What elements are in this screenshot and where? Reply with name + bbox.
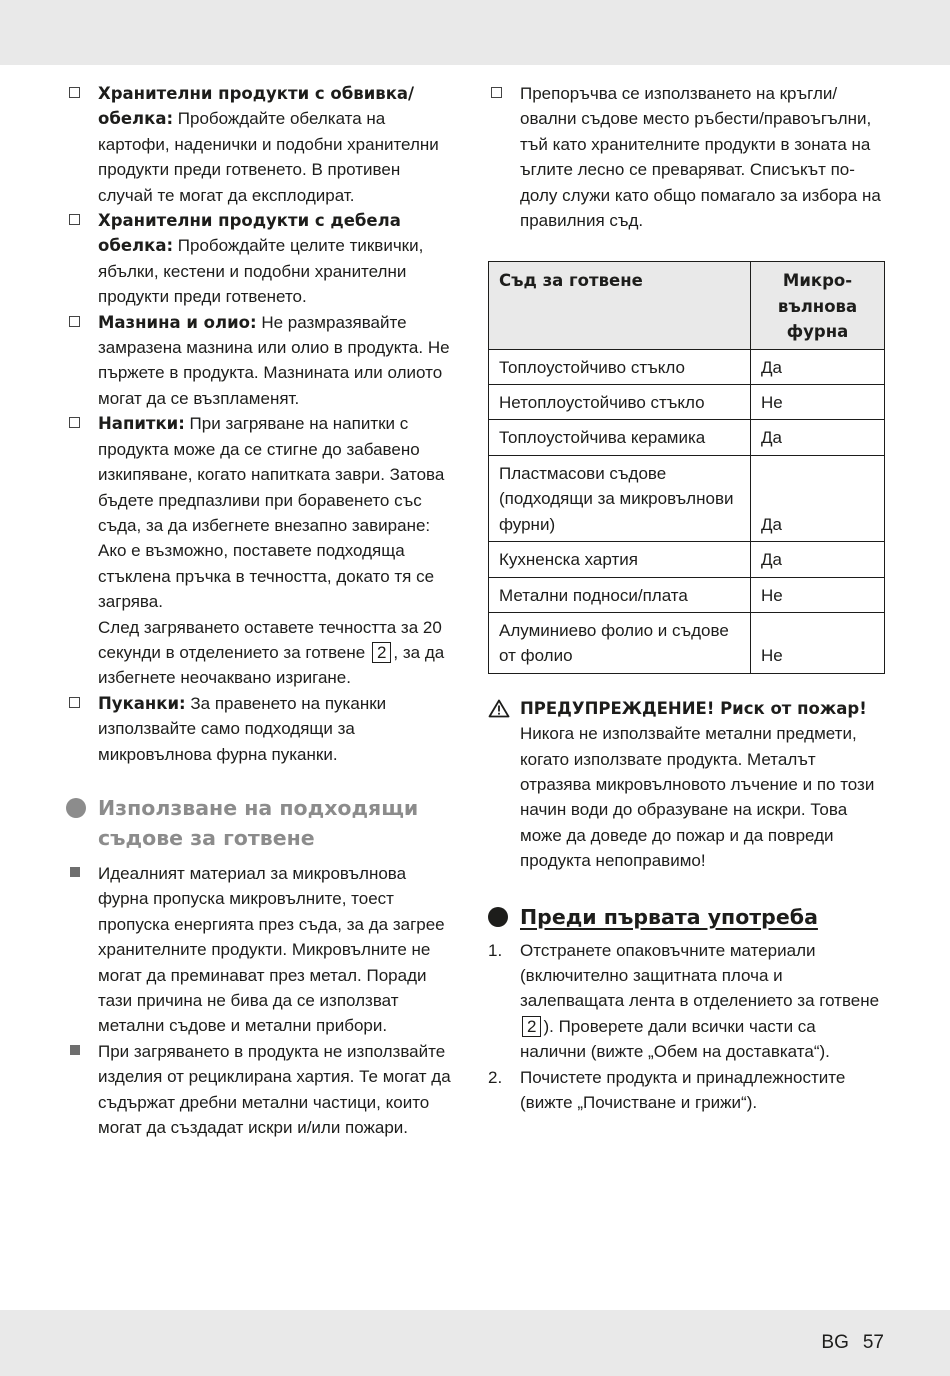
item-text: За правенето на пуканки използвайте само подходящи за микровълнова фурна пуканки. <box>98 693 387 764</box>
table-cell: Да <box>751 455 885 541</box>
bullet-dot-icon <box>66 798 86 818</box>
table-cell: Не <box>751 385 885 420</box>
section-heading: Използване на подходящи съдове за готвене <box>66 793 458 853</box>
list-item <box>488 1065 885 1116</box>
item-text: Пробождайте обелката на картофи, наденички и подобни хранителни продукти преди готвенето. В противен случай те могат да експлодират. <box>98 109 439 205</box>
checkbox-bullet-icon <box>69 87 80 98</box>
table-row <box>489 385 885 420</box>
language-code: BG <box>821 1332 849 1353</box>
table-cell: Да <box>751 349 885 384</box>
item-text: При загряването в продукта не използвайте изделия от рециклирана хартия. Те могат да съдържат дребни метални частици, които могат да създадат искри и/или пожари. <box>98 1041 451 1138</box>
warning-text: Никога не използвайте метални предмети, когато използвате продукта. Металът отразява микровълновото лъчение и по този начин води до образуване на искри. Това може да доведе до пожар и да повреди продукта непоправимо! <box>520 724 875 871</box>
warning-title: ПРЕДУПРЕЖДЕНИЕ! Риск от пожар! <box>520 698 867 718</box>
item-title: Пуканки: <box>98 693 186 713</box>
part-reference: 2 <box>372 642 391 663</box>
item-text: При загряване на напитки с продукта може да се стигне до забавено изкипяване, когато напитката заври. Затова бъдете предпазливи при боравенето със съда, за да избегнете внезапно завиране: <box>98 414 445 535</box>
page-footer <box>821 1330 884 1355</box>
part-reference: 2 <box>522 1016 541 1037</box>
table-header: Съд за готвене <box>489 262 751 349</box>
table-row <box>489 612 885 673</box>
table-row <box>489 577 885 612</box>
header-bar <box>0 0 950 65</box>
list-item <box>66 1039 458 1141</box>
square-bullet-icon <box>70 867 80 877</box>
checkbox-bullet-icon <box>69 417 80 428</box>
item-title: Хранителни продукти с обвивка/ обелка: <box>98 84 415 129</box>
item-title: Напитки: <box>98 414 185 434</box>
list-item <box>66 208 458 310</box>
step-number: 2. <box>488 1067 503 1087</box>
table-row <box>489 420 885 455</box>
item-text: Препоръчва се използването на кръгли/овални съдове место ръбести/правоъгълни, тъй като хранителните продукти в зоната на ъглите лесно се преваряват. Списъкът по-долу служи като общо помагало за избора на правилния съд. <box>520 84 881 231</box>
checkbox-bullet-icon <box>491 87 502 98</box>
item-text: Не размразявайте замразена мазнина или олио в продукта. Не пържете в продукта. Мазнината или олиото могат да се възпламенят. <box>98 312 450 408</box>
page-number: 57 <box>862 1332 884 1353</box>
item-paragraph: Ако е възможно, поставете подходяща стъклена пръчка в течността, докато тя се загрява. <box>98 541 435 612</box>
checkbox-bullet-icon <box>69 316 80 327</box>
table-cell: Да <box>751 420 885 455</box>
step-number: 1. <box>488 940 503 960</box>
table-cell: Топлоустойчиво стъкло <box>489 349 751 384</box>
item-paragraph: След загряването оставете течността за 20 секунди в отделението за готвене 2 , за да избегнете неочаквано изригане. <box>98 617 445 688</box>
table-row <box>489 349 885 384</box>
right-column <box>488 81 885 1115</box>
section-heading: Преди първата употреба <box>488 902 885 932</box>
list-item: 1. Отстранете опаковъчните материали (включително защитната плоча и залепващата лента в отделението за готвене 2 ). Проверете дали всички части са налични (вижте „Обем на доставката“). <box>488 938 885 1065</box>
item-text: Пробождайте целите тиквички, ябълки, кестени и подобни хранителни продукти преди готвенето. <box>98 236 424 307</box>
table-cell: Алуминиево фолио и съдове от фолио <box>489 612 751 673</box>
item-text: Почистете продукта и принадлежностите (вижте „Почистване и грижи“). <box>520 1067 846 1112</box>
list-item <box>66 81 458 208</box>
item-title: Хранителни продукти с дебела обелка: <box>98 211 401 256</box>
checkbox-bullet-icon <box>69 697 80 708</box>
table-cell: Кухненска хартия <box>489 542 751 577</box>
list-item <box>66 691 458 767</box>
checkbox-bullet-icon <box>69 214 80 225</box>
bullet-dot-icon <box>488 907 508 927</box>
list-item <box>66 310 458 412</box>
table-cell: Да <box>751 542 885 577</box>
item-title: Мазнина и олио: <box>98 312 257 332</box>
warning-block <box>488 696 885 874</box>
list-item <box>66 861 458 1039</box>
list-item <box>66 411 458 690</box>
warning-triangle-icon <box>488 699 510 718</box>
table-row <box>489 455 885 541</box>
footer-bar <box>0 1310 950 1376</box>
left-column <box>66 81 458 1140</box>
square-bullet-icon <box>70 1045 80 1055</box>
table-cell: Метални подноси/плата <box>489 577 751 612</box>
item-text: Идеалният материал за микровълнова фурна пропуска микровълните, тоест пропуска енергията през съда, за да загрее хранителните продукти. Микровълните не могат да преминават през метал. Поради тази причина не бива да се използват метални съдове и метални прибори. <box>98 863 445 1036</box>
table-cell: Нетоплоустойчиво стъкло <box>489 385 751 420</box>
cookware-table <box>488 261 885 673</box>
table-cell: Не <box>751 612 885 673</box>
table-cell: Не <box>751 577 885 612</box>
list-item <box>488 81 885 233</box>
table-cell: Пластмасови съдове (подходящи за микровълнови фурни) <box>489 455 751 541</box>
table-header: Микро-вълнова фурна <box>751 262 885 349</box>
table-cell: Топлоустойчива керамика <box>489 420 751 455</box>
table-header-row <box>489 262 885 349</box>
table-row <box>489 542 885 577</box>
